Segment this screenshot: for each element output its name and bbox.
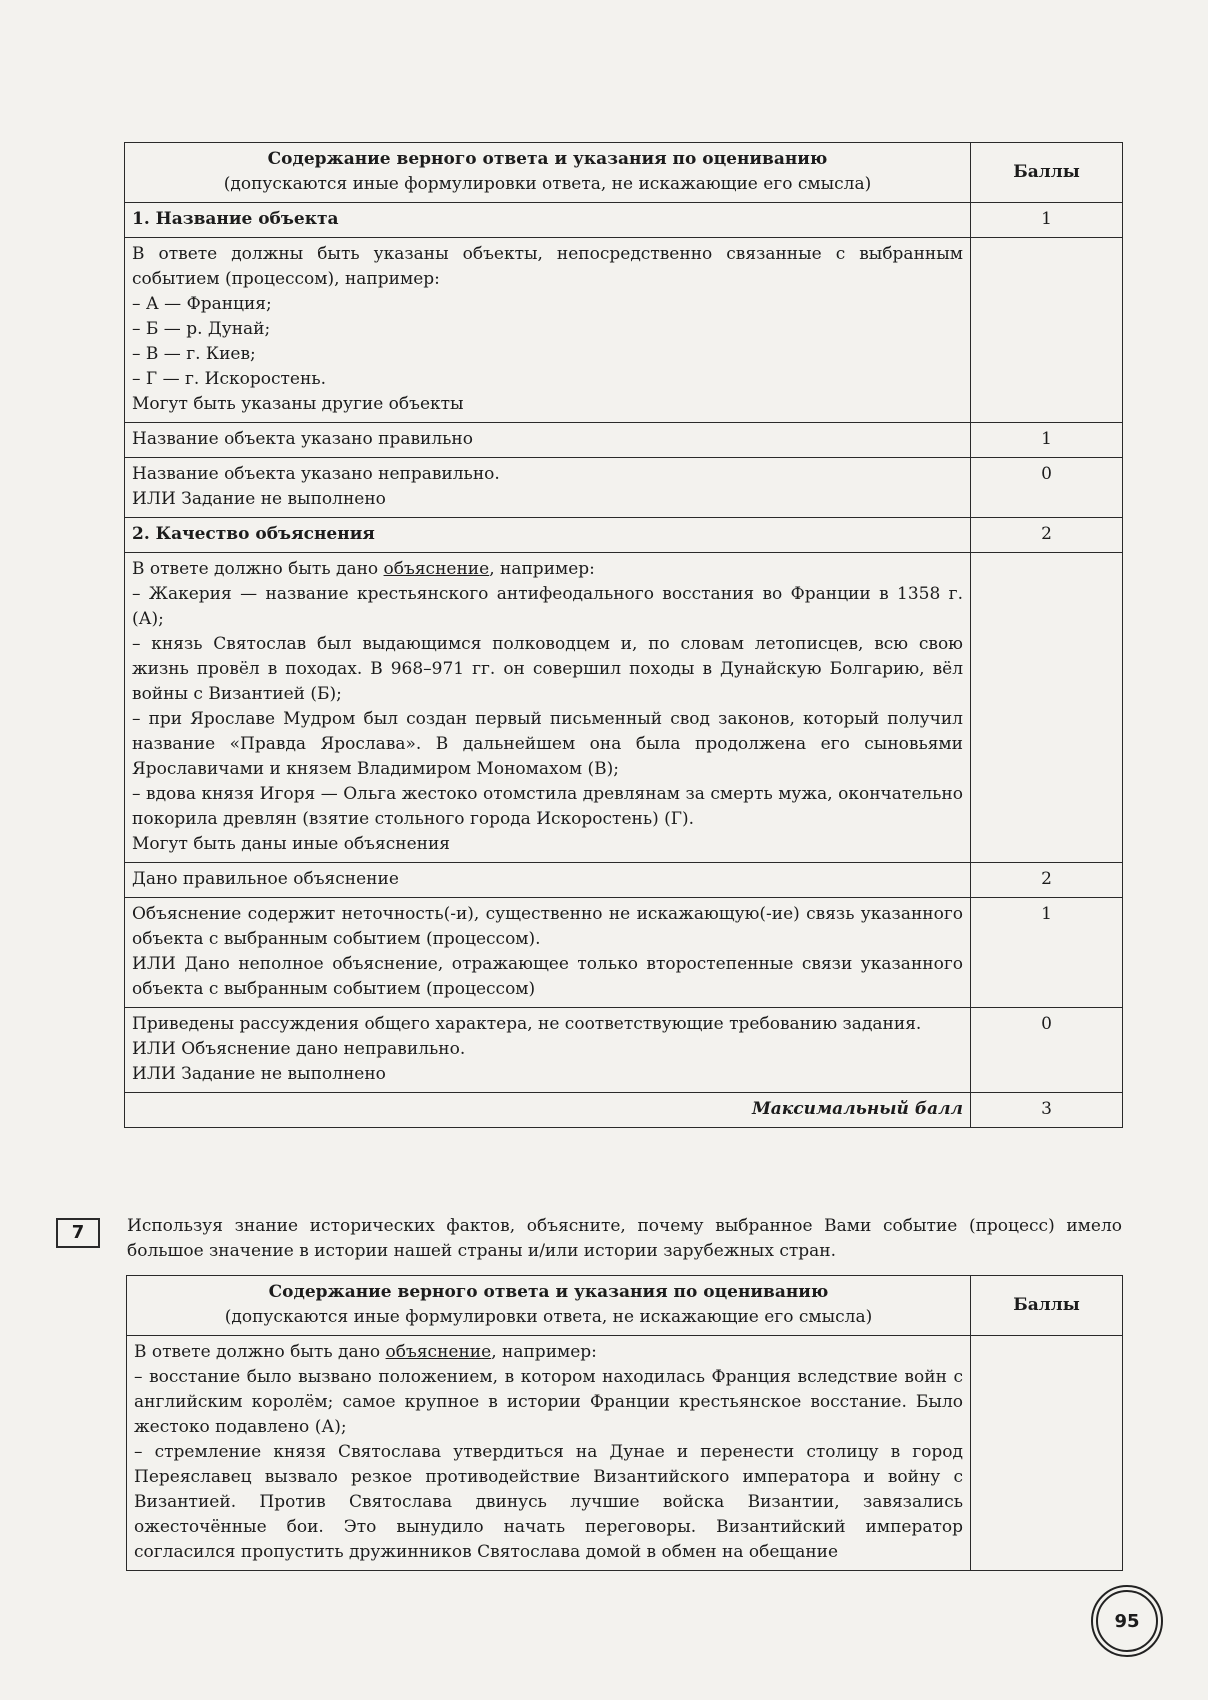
content-intro — [132, 557, 963, 582]
criterion-content-row — [125, 553, 1123, 863]
content-header — [125, 143, 971, 203]
empty-points-cell — [971, 1336, 1123, 1571]
content-line: – Жакерия — название крестьянского антифеодального восстания во Франции в 1358 г. (А); — [132, 584, 963, 629]
level-line: Приведены рассуждения общего характера, не соответствующие требованию задания. — [132, 1014, 922, 1034]
level-text — [125, 898, 971, 1008]
level-line: Название объекта указано правильно — [132, 429, 473, 449]
level-points: 0 — [971, 458, 1123, 518]
intro-underlined: объяснение — [383, 559, 490, 579]
page-number: 95 — [1096, 1590, 1158, 1652]
criterion-row — [125, 203, 1123, 238]
criterion-content-row — [125, 238, 1123, 423]
question-number: 7 — [56, 1218, 100, 1248]
level-text — [125, 863, 971, 898]
intro-text: В ответе должно быть дано — [134, 1342, 386, 1362]
level-row — [125, 423, 1123, 458]
level-row — [125, 898, 1123, 1008]
content-line: – А — Франция; — [132, 294, 272, 314]
level-line: Название объекта указано неправильно. — [132, 464, 500, 484]
content-line: – стремление князя Святослава утвердиться на Дунае и перенести столицу в город Переяславец вызвало резкое противодействие Византийского императора и войну с Византией. Против Святослава двинусь лучшие войска Византии, завязались ожесточённые бои. Это вынудило начать переговоры. Византийский император согласился пропустить дружинников Святослава домой в обмен на обещание — [134, 1442, 963, 1562]
content-line: – князь Святослав был выдающимся полководцем и, по словам летописцев, всю свою жизнь провёл в походах. В 968–971 гг. он совершил походы в Дунайскую Болгарию, вёл войны с Византией (Б); — [132, 634, 963, 704]
criterion-2-content — [125, 553, 971, 863]
level-line: Дано правильное объяснение — [132, 869, 399, 889]
level-text — [125, 423, 971, 458]
grading-table-task-6 — [124, 142, 1123, 1128]
max-score-label: Максимальный балл — [125, 1093, 971, 1128]
content-line: – В — г. Киев; — [132, 344, 256, 364]
content-line: – восстание было вызвано положением, в котором находилась Франция вследствие войн с английским королём; самое крупное в истории Франции крестьянское восстание. Было жестоко подавлено (А); — [134, 1367, 963, 1437]
criterion-1-title: 1. Название объекта — [125, 203, 971, 238]
empty-points-cell — [971, 238, 1123, 423]
level-points: 0 — [971, 1008, 1123, 1093]
level-text — [125, 458, 971, 518]
content-line: В ответе должны быть указаны объекты, непосредственно связанные с выбранным событием (процессом), например: — [132, 244, 963, 289]
intro-text: , например: — [491, 1342, 597, 1362]
content-header-subtitle: (допускаются иные формулировки ответа, не искажающие его смысла) — [223, 174, 872, 194]
content-line: – Б — р. Дунай; — [132, 319, 271, 339]
level-row — [125, 863, 1123, 898]
content-line: Могут быть указаны другие объекты — [132, 394, 464, 414]
level-row — [125, 1008, 1123, 1093]
level-line: ИЛИ Задание не выполнено — [132, 1064, 386, 1084]
criterion-1-content — [125, 238, 971, 423]
intro-text: В ответе должно быть дано — [132, 559, 384, 579]
grading-table-task-7 — [126, 1275, 1123, 1571]
level-text — [125, 1008, 971, 1093]
content-line: Могут быть даны иные объяснения — [132, 834, 451, 854]
intro-text: , например: — [489, 559, 595, 579]
answer-content — [127, 1336, 971, 1571]
content-line: – при Ярославе Мудром был создан первый письменный свод законов, который получил название «Правда Ярослава». В дальнейшем она была продолжена его сыновьями Ярославичами и князем Владимиром Мономахом (В); — [132, 709, 963, 779]
level-points: 1 — [971, 898, 1123, 1008]
content-header — [127, 1276, 971, 1336]
points-header: Баллы — [971, 1276, 1123, 1336]
question-text: Используя знание исторических фактов, объясните, почему выбранное Вами событие (процесс) имело большое значение в истории нашей страны и/или истории зарубежных стран. — [127, 1216, 1122, 1261]
intro-underlined: объяснение — [385, 1342, 492, 1362]
level-line: ИЛИ Задание не выполнено — [132, 489, 386, 509]
content-line: – Г — г. Искоростень. — [132, 369, 326, 389]
level-line: Объяснение содержит неточность(-и), существенно не искажающую(-ие) связь указанного объекта с выбранным событием (процессом). — [132, 904, 963, 949]
table-header-row — [125, 143, 1123, 203]
criterion-1-points: 1 — [971, 203, 1123, 238]
content-header-title: Содержание верного ответа и указания по оцениванию — [268, 1282, 829, 1302]
criterion-2-points: 2 — [971, 518, 1123, 553]
criterion-row — [125, 518, 1123, 553]
level-row — [125, 458, 1123, 518]
empty-points-cell — [971, 553, 1123, 863]
criterion-2-title: 2. Качество объяснения — [125, 518, 971, 553]
content-line: – вдова князя Игоря — Ольга жестоко отомстила древлянам за смерть мужа, окончательно покорила древлян (взятие стольного города Искоростень) (Г). — [132, 784, 963, 829]
level-line: ИЛИ Дано неполное объяснение, отражающее только второстепенные связи указанного объекта с выбранным событием (процессом) — [132, 954, 963, 999]
points-header: Баллы — [971, 143, 1123, 203]
level-points: 2 — [971, 863, 1123, 898]
page-number-badge — [1091, 1585, 1163, 1657]
max-score-points: 3 — [971, 1093, 1123, 1128]
content-header-subtitle: (допускаются иные формулировки ответа, не искажающие его смысла) — [224, 1307, 873, 1327]
max-score-row — [125, 1093, 1123, 1128]
content-intro — [134, 1340, 963, 1365]
table-header-row — [127, 1276, 1123, 1336]
criterion-content-row — [127, 1336, 1123, 1571]
level-line: ИЛИ Объяснение дано неправильно. — [132, 1039, 466, 1059]
level-points: 1 — [971, 423, 1123, 458]
content-header-title: Содержание верного ответа и указания по оцениванию — [267, 149, 828, 169]
